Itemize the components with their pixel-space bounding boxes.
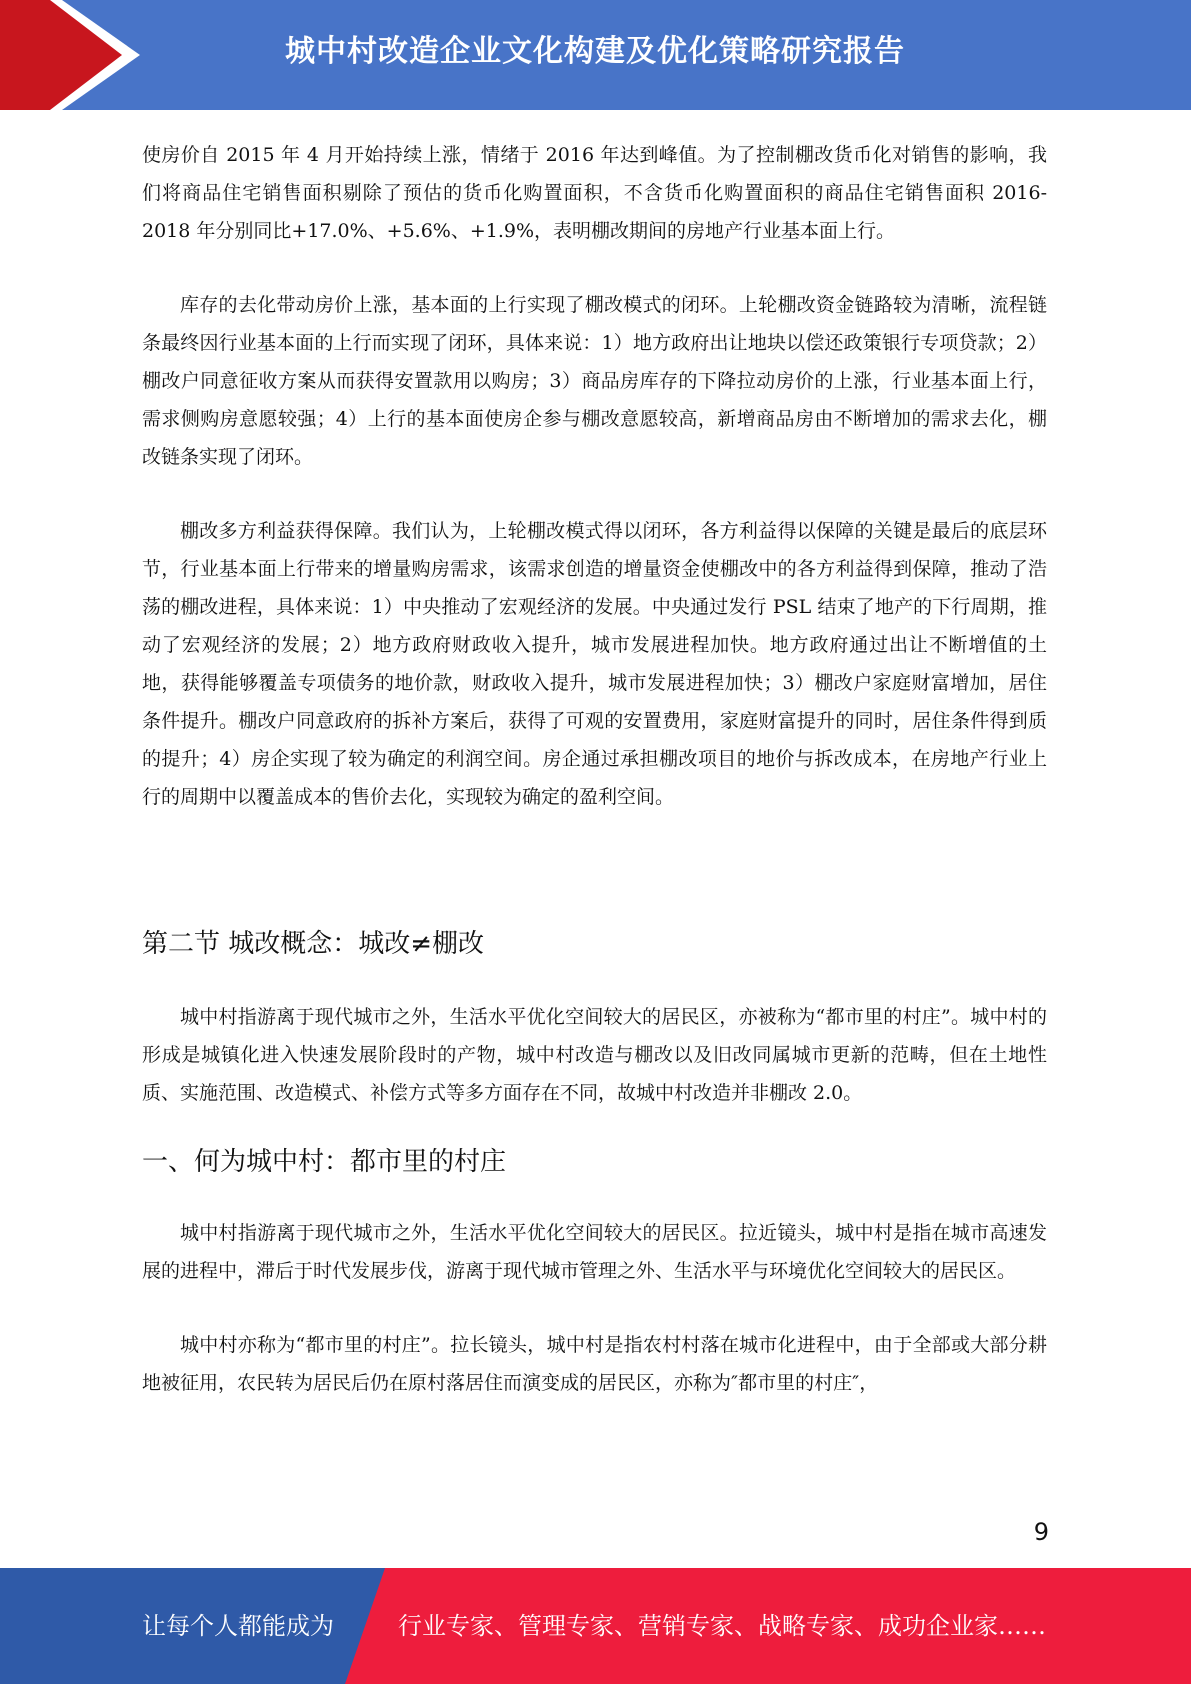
footer-slogan-right: 行业专家、管理专家、营销专家、战略专家、成功企业家…… xyxy=(398,1612,1046,1640)
section-heading: 第二节 城改概念：城改≠棚改 xyxy=(142,929,485,959)
paragraph-inventory: 库存的去化带动房价上涨，基本面的上行实现了棚改模式的闭环。上轮棚改资金链路较为清晰，流程链条最终因行业基本面的上行而实现了闭环，具体来说：1）地方政府出让地块以偿还政策银行专项贷款；2）棚改户同意征收方案从而获得安置款用以购房；3）商品房库存的下降拉动房价的上涨，行业基本面上行，需求侧购房意愿较强；4）上行的基本面使房企参与棚改意愿较高，新增商品房由不断增加的需求去化，棚改链条实现了闭环。 xyxy=(142,294,1047,468)
section-intro-paragraph: 城中村指游离于现代城市之外，生活水平优化空间较大的居民区，亦被称为“都市里的村庄”。城中村的形成是城镇化进入快速发展阶段时的产物，城中村改造与棚改以及旧改同属城市更新的范畴，但在土地性质、实施范围、改造模式、补偿方式等多方面存在不同，故城中村改造并非棚改 2.0。 xyxy=(142,1006,1047,1104)
page-content xyxy=(142,136,1047,1402)
page-footer xyxy=(0,1568,1191,1684)
subsection-paragraph: 城中村亦称为“都市里的村庄”。拉长镜头，城中村是指农村村落在城市化进程中，由于全部或大部分耕地被征用，农民转为居民后仍在原村落居住而演变成的居民区，亦称为″都市里的村庄″， xyxy=(142,1334,1047,1394)
subsection-paragraph: 城中村指游离于现代城市之外，生活水平优化空间较大的居民区。拉近镜头，城中村是指在城市高速发展的进程中，滞后于时代发展步伐，游离于现代城市管理之外、生活水平与环境优化空间较大的居民区。 xyxy=(142,1222,1047,1282)
report-title: 城中村改造企业文化构建及优化策略研究报告 xyxy=(285,34,905,69)
subsection-heading: 一、何为城中村：都市里的村庄 xyxy=(142,1147,507,1177)
paragraph-interests: 棚改多方利益获得保障。我们认为，上轮棚改模式得以闭环，各方利益得以保障的关键是最后的底层环节，行业基本面上行带来的增量购房需求，该需求创造的增量资金使棚改中的各方利益得到保障，推动了浩荡的棚改进程，具体来说：1）中央推动了宏观经济的发展。中央通过发行 PSL 结束了地产的下行周期，推动了宏观经济的发展；2）地方政府财政收入提升，城市发展进程加快。地方政府通过出让不断增值的土地，获得能够覆盖专项债务的地价款，财政收入提升，城市发展进程加快；3）棚改户家庭财富增加，居住条件提升。棚改户同意政府的拆补方案后，获得了可观的安置费用，家庭财富提升的同时，居住条件得到质的提升；4）房企实现了较为确定的利润空间。房企通过承担棚改项目的地价与拆改成本，在房地产行业上行的周期中以覆盖成本的售价去化，实现较为确定的盈利空间。 xyxy=(142,520,1047,808)
footer-slogan-left: 让每个人都能成为 xyxy=(142,1612,334,1640)
page-header xyxy=(0,0,1191,110)
page-number: 9 xyxy=(1033,1518,1049,1546)
header-arrow-decoration xyxy=(0,0,160,110)
paragraph-continued: 使房价自 2015 年 4 月开始持续上涨，情绪于 2016 年达到峰值。为了控制棚改货币化对销售的影响，我们将商品住宅销售面积剔除了预估的货币化购置面积，不含货币化购置面积的商品住宅销售面积 2016-2018 年分别同比+17.0%、+5.6%、+1.9%，表明棚改期间的房地产行业基本面上行。 xyxy=(142,144,1047,242)
